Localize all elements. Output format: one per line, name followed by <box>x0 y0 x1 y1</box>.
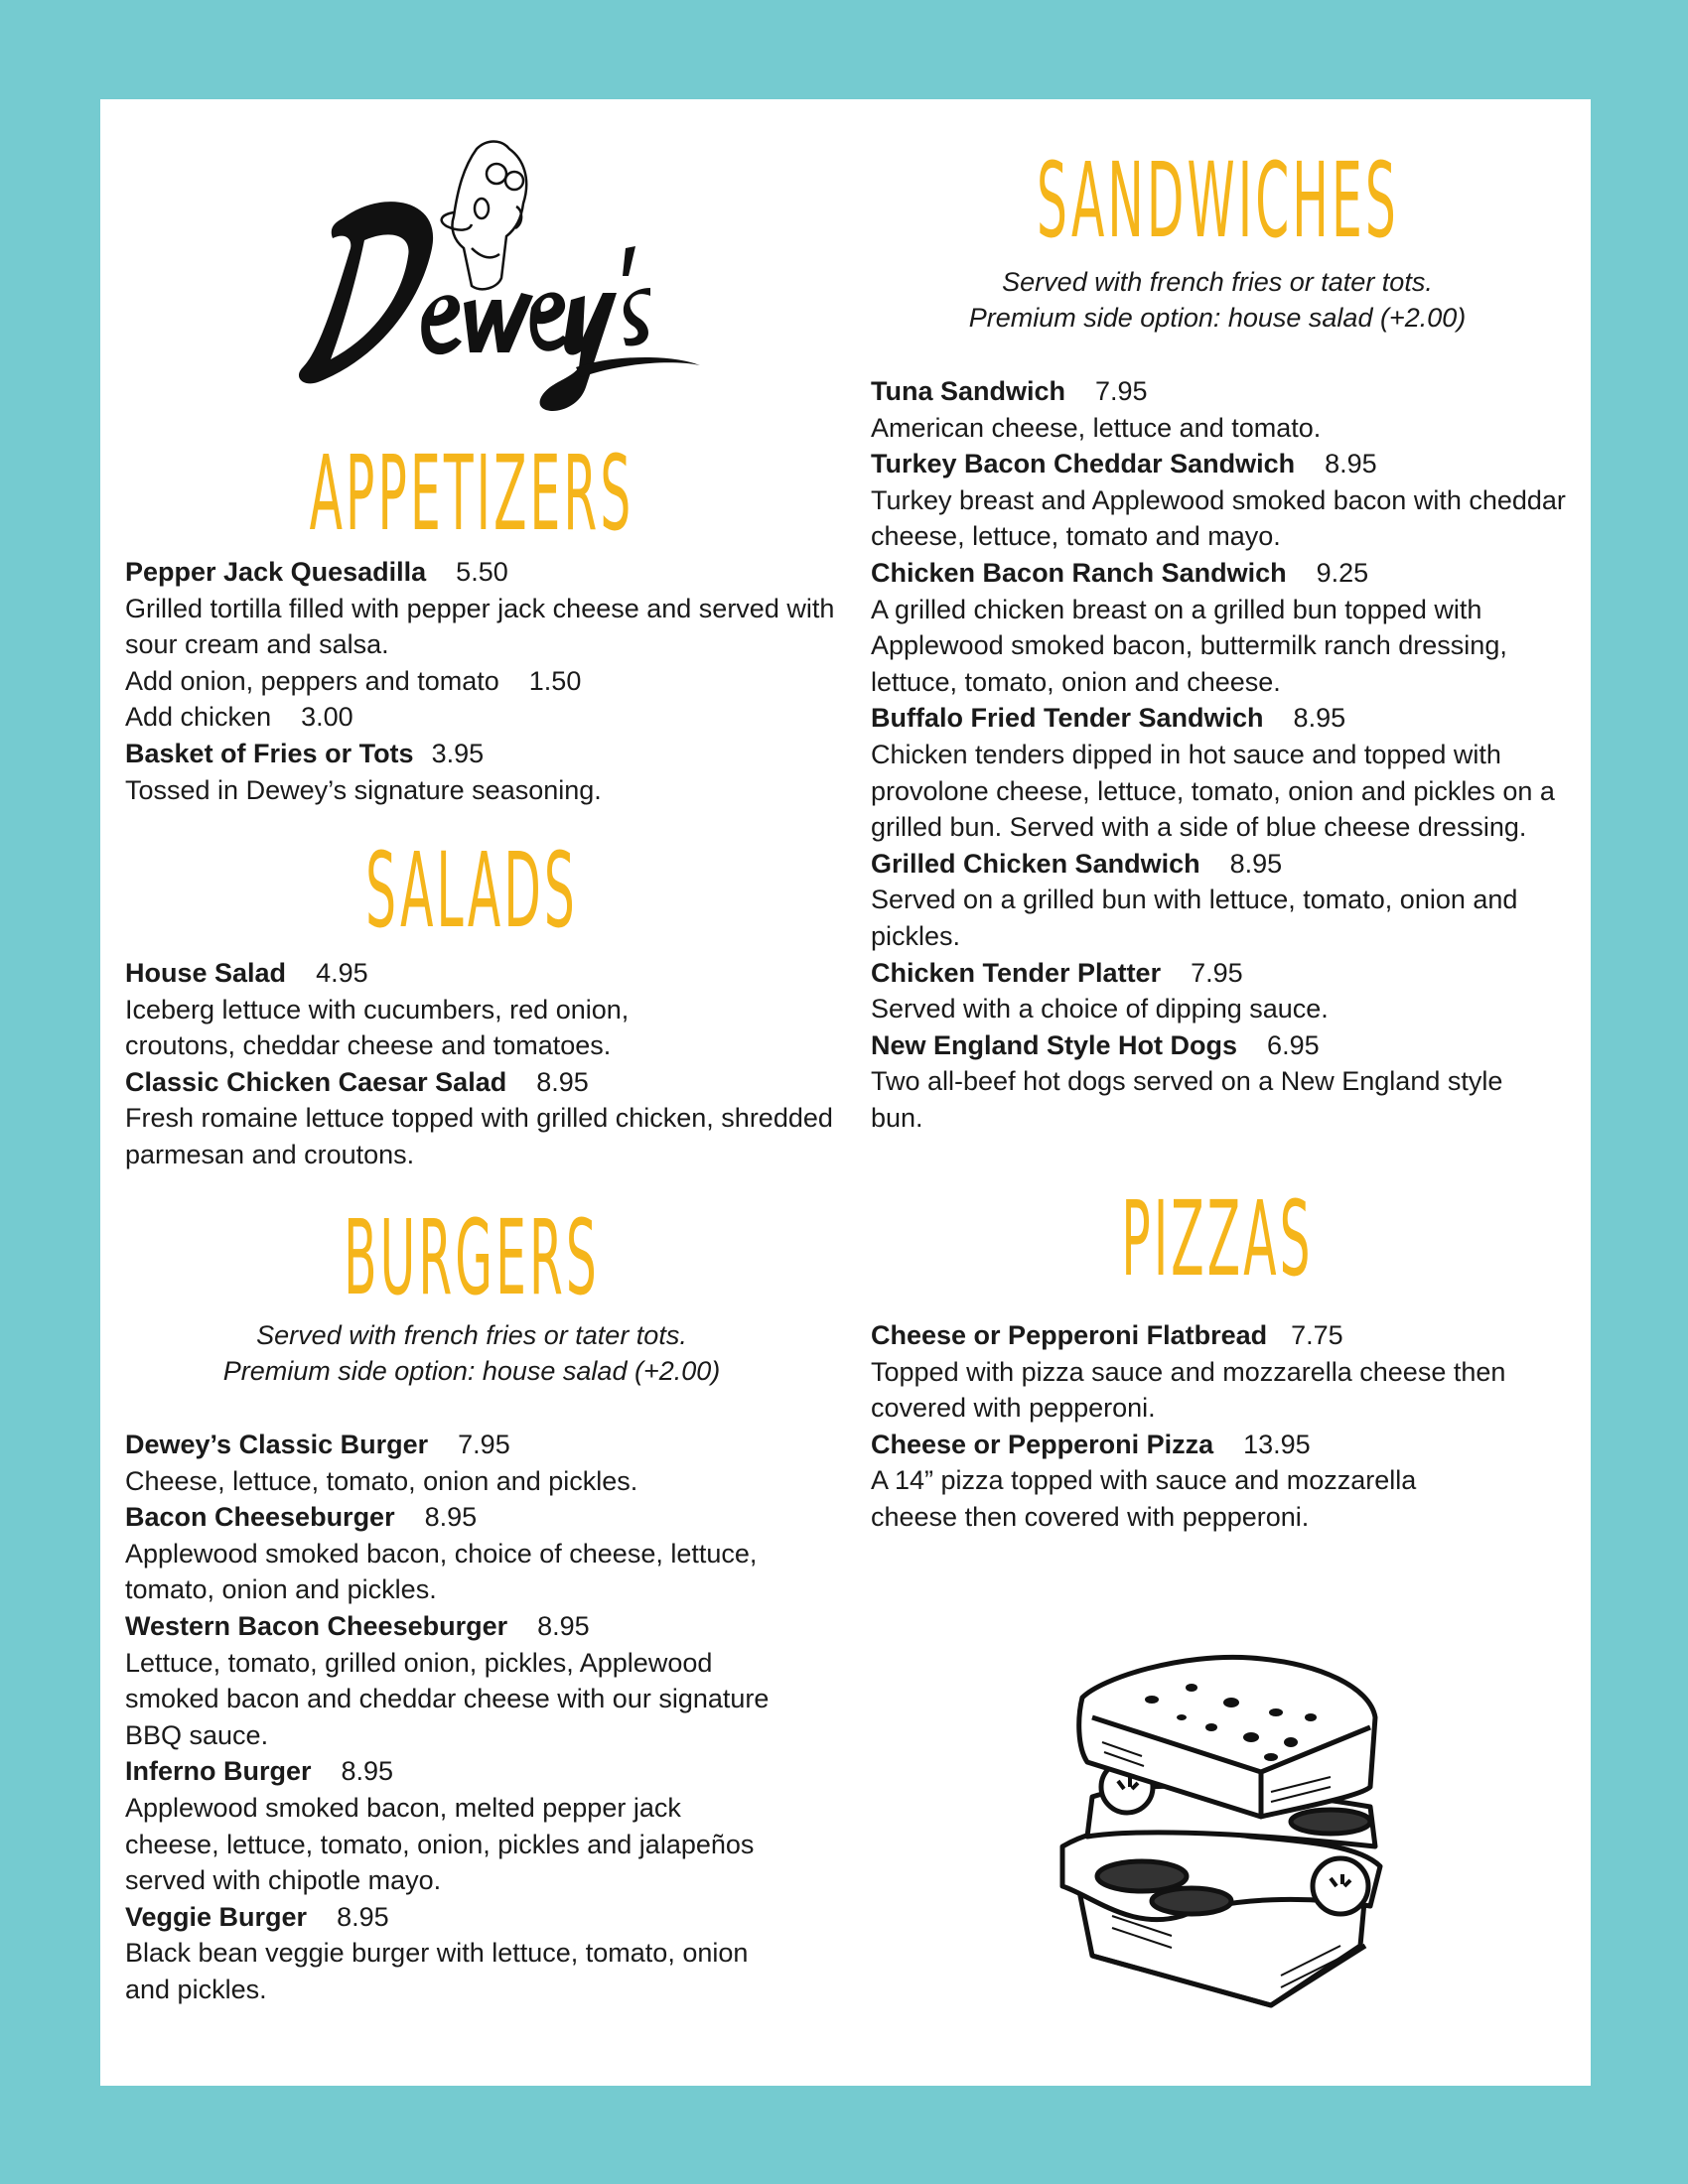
item-description: Two all-beef hot dogs served on a New England style bun. <box>871 1066 1503 1133</box>
item-price: 8.95 <box>536 1066 589 1097</box>
side-note-line: Served with french fries or tater tots. <box>1002 267 1433 297</box>
sandwich-illustration-icon <box>1033 1648 1410 2015</box>
item-description: Grilled tortilla filled with pepper jack cheese and served with sour cream and salsa. <box>125 593 835 660</box>
item-name: Inferno Burger <box>125 1756 312 1787</box>
sandwich-illustration <box>1033 1648 1410 2015</box>
item-description: Applewood smoked bacon, choice of cheese, lettuce, tomato, onion and pickles. <box>125 1538 758 1605</box>
item-description: American cheese, lettuce and tomato. <box>871 412 1322 443</box>
menu-item <box>871 1427 1566 1536</box>
item-price: 9.25 <box>1316 557 1369 588</box>
item-name: Bacon Cheeseburger <box>125 1502 395 1533</box>
item-description: Chicken tenders dipped in hot sauce and topped with provolone cheese, lettuce, tomato, onion and pickles on a grilled bun. Served with a side of blue cheese dressing. <box>871 739 1555 843</box>
duck-mascot-icon <box>233 129 710 417</box>
item-name: Chicken Bacon Ranch Sandwich <box>871 557 1287 588</box>
side-note-line: Premium side option: house salad (+2.00) <box>968 303 1467 333</box>
item-price: 5.50 <box>456 557 508 587</box>
item-description: Topped with pizza sauce and mozzarella cheese then covered with pepperoni. <box>871 1356 1506 1424</box>
item-description: Fresh romaine lettuce topped with grilled chicken, shredded parmesan and croutons. <box>125 1103 833 1169</box>
item-price: 7.95 <box>1191 957 1243 988</box>
burgers-side-note <box>124 1317 819 1389</box>
addon-name: Add chicken <box>125 702 272 733</box>
menu-item <box>125 1427 780 1499</box>
item-price: 6.95 <box>1267 1029 1320 1060</box>
item-description: Lettuce, tomato, grilled onion, pickles, Applewood smoked bacon and cheddar cheese with our signature BBQ sauce. <box>125 1647 770 1750</box>
side-note-line: Served with french fries or tater tots. <box>256 1320 687 1350</box>
section-title-burgers: BURGERS <box>344 1197 600 1318</box>
item-description: Iceberg lettuce with cucumbers, red onion, croutons, cheddar cheese and tomatoes. <box>125 994 630 1061</box>
menu-item <box>871 446 1566 555</box>
salads-list <box>125 955 840 1173</box>
item-price: 7.95 <box>458 1430 510 1459</box>
item-price: 4.95 <box>316 958 368 988</box>
addon-price: 3.00 <box>301 702 353 733</box>
item-name: Classic Chicken Caesar Salad <box>125 1066 507 1097</box>
sandwiches-list <box>871 373 1566 1136</box>
item-name: New England Style Hot Dogs <box>871 1029 1238 1060</box>
addon-name: Add onion, peppers and tomato <box>125 665 499 696</box>
item-name: Cheese or Pepperoni Pizza <box>871 1429 1214 1459</box>
menu-item <box>125 736 840 808</box>
item-description: A 14” pizza topped with sauce and mozzarella cheese then covered with pepperoni. <box>871 1465 1417 1532</box>
item-price: 8.95 <box>1293 703 1346 734</box>
item-price: 8.95 <box>1229 848 1283 879</box>
item-name: Tuna Sandwich <box>871 376 1066 406</box>
burgers-list <box>125 1427 780 2008</box>
addon-option <box>125 663 840 700</box>
sandwiches-side-note <box>870 264 1565 336</box>
item-name: Basket of Fries or Tots <box>125 738 414 768</box>
item-description: Cheese, lettuce, tomato, onion and pickles. <box>125 1465 638 1496</box>
item-description: Applewood smoked bacon, melted pepper jack cheese, lettuce, tomato, onion, pickles and jalapeños served with chipotle mayo. <box>125 1792 755 1896</box>
item-description: A grilled chicken breast on a grilled bun topped with Applewood smoked bacon, buttermilk ranch dressing, lettuce, tomato, onion and cheese. <box>871 594 1507 697</box>
menu-item <box>125 1899 780 2008</box>
item-description: Turkey breast and Applewood smoked bacon with cheddar cheese, lettuce, tomato and mayo. <box>871 484 1566 552</box>
item-name: Chicken Tender Platter <box>871 957 1162 988</box>
item-price: 8.95 <box>341 1756 394 1787</box>
menu-item <box>125 1064 840 1173</box>
item-price: 8.95 <box>337 1901 389 1932</box>
menu-item <box>125 1499 780 1608</box>
menu-item <box>125 1753 780 1898</box>
menu-item <box>125 955 840 1064</box>
menu-item <box>871 700 1566 845</box>
item-description: Black bean veggie burger with lettuce, tomato, onion and pickles. <box>125 1938 749 2004</box>
menu-item <box>871 846 1566 955</box>
item-name: Pepper Jack Quesadilla <box>125 557 427 587</box>
section-title-pizzas: PIZZAS <box>1121 1178 1314 1299</box>
item-description: Served with a choice of dipping sauce. <box>871 994 1329 1024</box>
item-name: Veggie Burger <box>125 1901 308 1932</box>
item-name: Grilled Chicken Sandwich <box>871 848 1200 879</box>
item-name: Buffalo Fried Tender Sandwich <box>871 703 1264 734</box>
menu-item <box>871 555 1566 700</box>
addon-price: 1.50 <box>528 665 582 696</box>
item-price: 3.95 <box>431 738 485 768</box>
appetizers-list <box>125 554 840 808</box>
section-title-sandwiches: SANDWICHES <box>1037 140 1399 261</box>
menu-item <box>125 554 840 736</box>
item-price: 7.95 <box>1095 376 1148 406</box>
side-note-line: Premium side option: house salad (+2.00) <box>222 1356 721 1386</box>
menu-item <box>871 1317 1566 1427</box>
item-price: 13.95 <box>1243 1429 1311 1459</box>
item-name: Western Bacon Cheeseburger <box>125 1610 508 1641</box>
section-title-salads: SALADS <box>365 830 578 951</box>
item-price: 8.95 <box>1325 449 1377 479</box>
item-description: Tossed in Dewey’s signature seasoning. <box>125 774 602 805</box>
section-title-appetizers: APPETIZERS <box>309 433 634 554</box>
menu-item <box>871 955 1566 1027</box>
addon-option <box>125 699 840 736</box>
item-price: 8.95 <box>424 1502 478 1533</box>
item-name: Cheese or Pepperoni Flatbread <box>871 1320 1268 1350</box>
pizzas-list <box>871 1317 1566 1536</box>
item-name: House Salad <box>125 958 287 988</box>
menu-item <box>871 373 1566 446</box>
item-name: Dewey’s Classic Burger <box>125 1430 429 1459</box>
deweys-logo <box>233 129 710 417</box>
item-description: Served on a grilled bun with lettuce, tomato, onion and pickles. <box>871 885 1518 951</box>
menu-item <box>871 1027 1566 1137</box>
item-price: 7.75 <box>1291 1320 1343 1350</box>
item-price: 8.95 <box>537 1610 590 1641</box>
item-name: Turkey Bacon Cheddar Sandwich <box>871 449 1296 479</box>
menu-item <box>125 1608 780 1753</box>
